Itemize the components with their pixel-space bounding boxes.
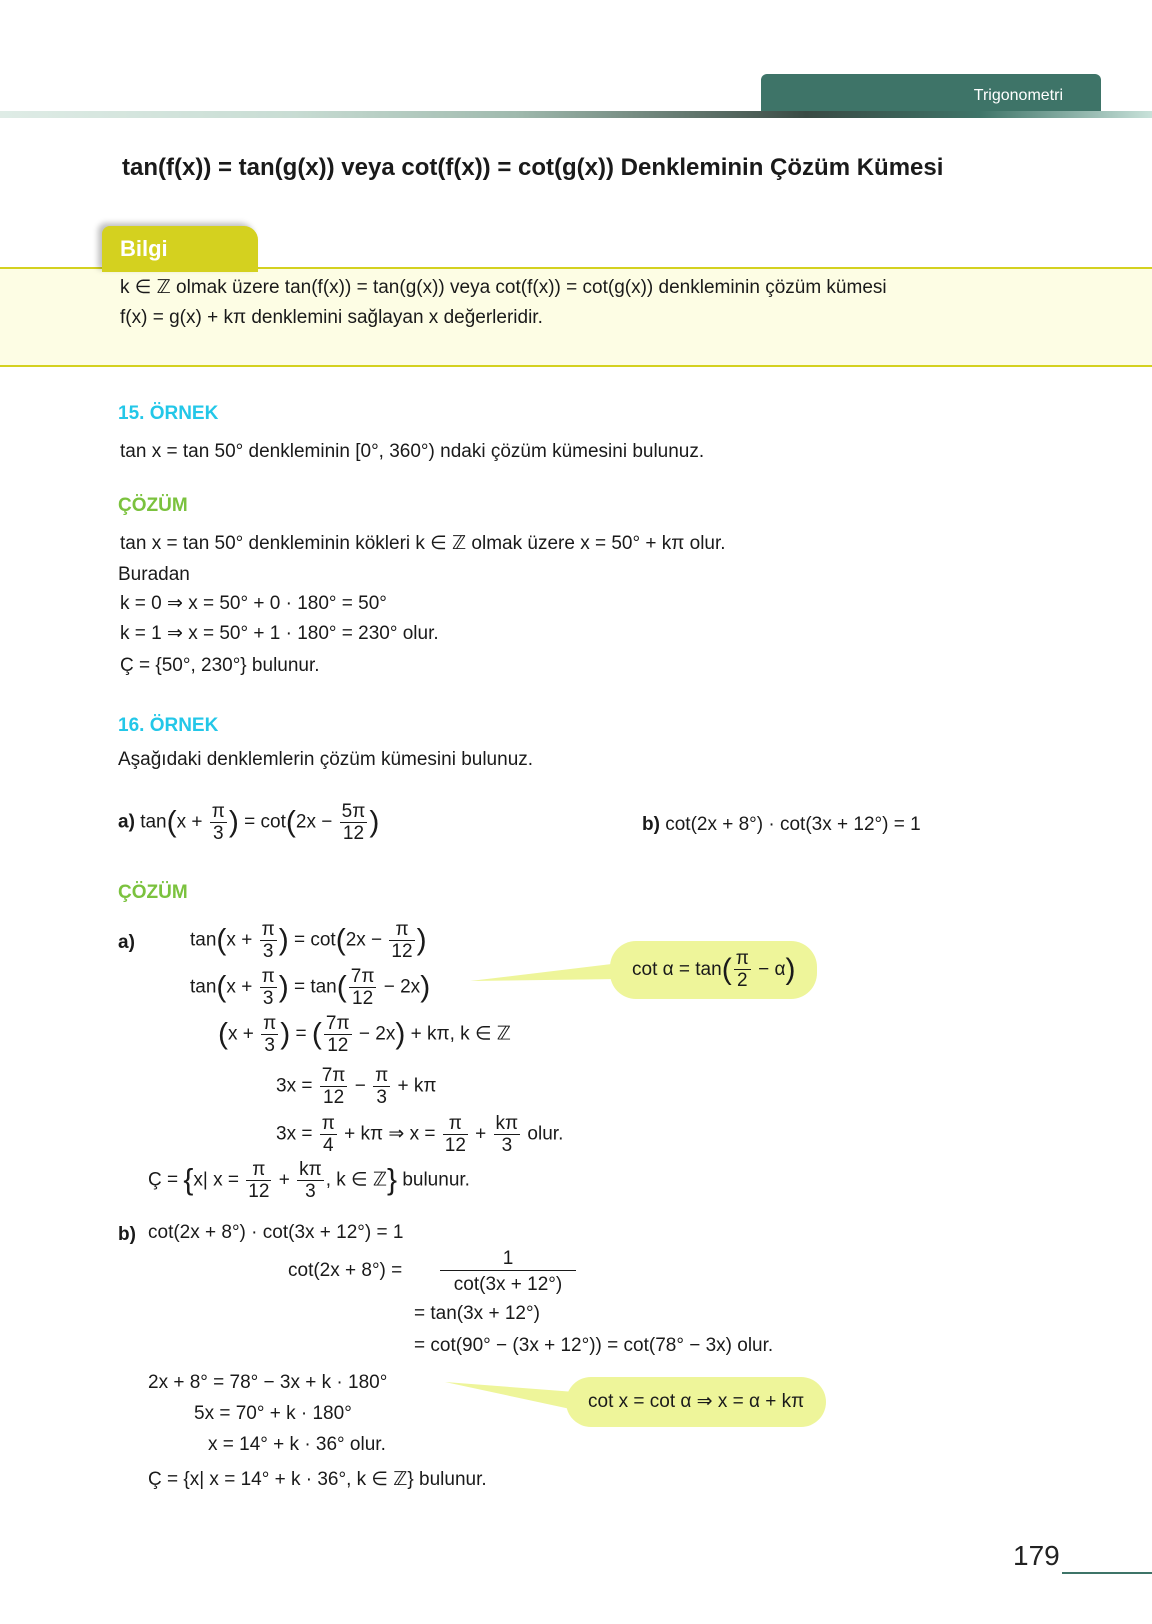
solution-b-label: b)	[118, 1224, 136, 1245]
solution-b-line: 5x = 70° + k · 180°	[194, 1403, 352, 1424]
example-15-heading: 15. ÖRNEK	[118, 403, 219, 424]
example-15-line: k = 1 ⇒ x = 50° + 1 · 180° = 230° olur.	[120, 623, 439, 644]
solution-a-step: tan(x + $\frac{\pi}{3}$ ) = cot(2x − $\frac{\pi}{12}$ )	[190, 919, 427, 962]
example-15-line: Ç = {50°, 230°} bulunur.	[120, 655, 320, 676]
part-a-func: tan	[140, 811, 167, 833]
solution-b-line: = tan(3x + 12°)	[414, 1303, 540, 1324]
example-16-solution-heading: ÇÖZÜM	[118, 882, 188, 903]
solution-a-step: (x + $\frac{\pi}{3}$ ) = ( $\frac{7\pi}{12}$ − 2x) + kπ, k ∈ ℤ	[218, 1013, 511, 1056]
page-title: tan(f(x)) = tan(g(x)) veya cot(f(x)) = cot(g(x)) Denkleminin Çözüm Kümesi	[122, 154, 944, 181]
example-15-line: Buradan	[118, 564, 190, 585]
example-15-question: tan x = tan 50° denkleminin [0°, 360°) ndaki çözüm kümesini bulunuz.	[120, 441, 705, 462]
info-tab	[102, 226, 258, 272]
example-15-line: tan x = tan 50° denkleminin kökleri k ∈ ℤ olmak üzere x = 50° + kπ olur.	[120, 533, 726, 554]
page-number: 179	[1013, 1540, 1060, 1571]
header-rule	[0, 111, 1152, 118]
solution-b-result: Ç = {x| x = 14° + k · 36°, k ∈ ℤ} bulunur.	[148, 1469, 487, 1490]
part-b-equation: cot(2x + 8°) · cot(3x + 12°) = 1	[665, 814, 921, 835]
solution-b-denominator: cot(3x + 12°)	[453, 1274, 563, 1295]
bubble-b: cot x = cot α ⇒ x = α + kπ	[566, 1377, 826, 1427]
bubble-a-tail	[470, 955, 620, 995]
solution-b-numerator: 1	[440, 1248, 576, 1271]
section-tab	[761, 74, 1101, 112]
example-15-line: k = 0 ⇒ x = 50° + 0 · 180° = 50°	[120, 593, 387, 614]
bubble-a-text: cot α = tan	[632, 959, 722, 980]
solution-b-line: = cot(90° − (3x + 12°)) = cot(78° − 3x) olur.	[414, 1335, 774, 1356]
example-16-part-b	[642, 814, 921, 836]
part-b-label: b)	[642, 814, 660, 835]
section-label: Trigonometri	[973, 87, 1063, 104]
example-16-part-a: a) tan(x + $\frac{\pi}{3}$ ) = cot(2x − $\frac{5\pi}{12}$ )	[118, 801, 380, 844]
bubble-a: cot α = tan( $\frac{\pi}{2}$ − α)	[610, 941, 817, 999]
solution-b-line: 2x + 8° = 78° − 3x + k · 180°	[148, 1372, 388, 1393]
solution-a-step: tan(x + $\frac{\pi}{3}$ ) = tan( $\frac{7\pi}{12}$ − 2x)	[190, 966, 431, 1009]
info-line-1: k ∈ ℤ olmak üzere tan(f(x)) = tan(g(x)) veya cot(f(x)) = cot(g(x)) denkleminin çözüm kümesi	[120, 277, 887, 298]
part-a-rhs: = cot	[244, 811, 286, 833]
info-line-2: f(x) = g(x) + kπ denklemini sağlayan x değerleridir.	[120, 307, 543, 328]
solution-b-line: x = 14° + k · 36° olur.	[208, 1434, 386, 1455]
solution-a-result: Ç = {x| x = $\frac{\pi}{12}$ + $\frac{k\pi}{3}$ , k ∈ ℤ} bulunur.	[148, 1159, 470, 1202]
bubble-a-text-tail: − α	[758, 959, 786, 980]
solution-b-line: cot(2x + 8°) =	[288, 1260, 403, 1281]
solution-b-line: cot(2x + 8°) · cot(3x + 12°) = 1	[148, 1222, 404, 1243]
example-15-solution-heading: ÇÖZÜM	[118, 495, 188, 516]
example-16-question: Aşağıdaki denklemlerin çözüm kümesini bulunuz.	[118, 749, 534, 770]
bubble-b-tail	[445, 1380, 575, 1420]
info-label: Bilgi	[120, 236, 168, 261]
page-number-rule	[1062, 1572, 1152, 1574]
example-16-heading: 16. ÖRNEK	[118, 715, 219, 736]
part-a-label: a)	[118, 811, 135, 833]
solution-a-step: 3x = $\frac{7\pi}{12}$ − $\frac{\pi}{3}$ + kπ	[276, 1065, 437, 1108]
solution-a-step: 3x = $\frac{\pi}{4}$ + kπ ⇒ x = $\frac{\pi}{12}$ + $\frac{k\pi}{3}$ olur.	[276, 1113, 564, 1156]
solution-a-label: a)	[118, 932, 135, 953]
